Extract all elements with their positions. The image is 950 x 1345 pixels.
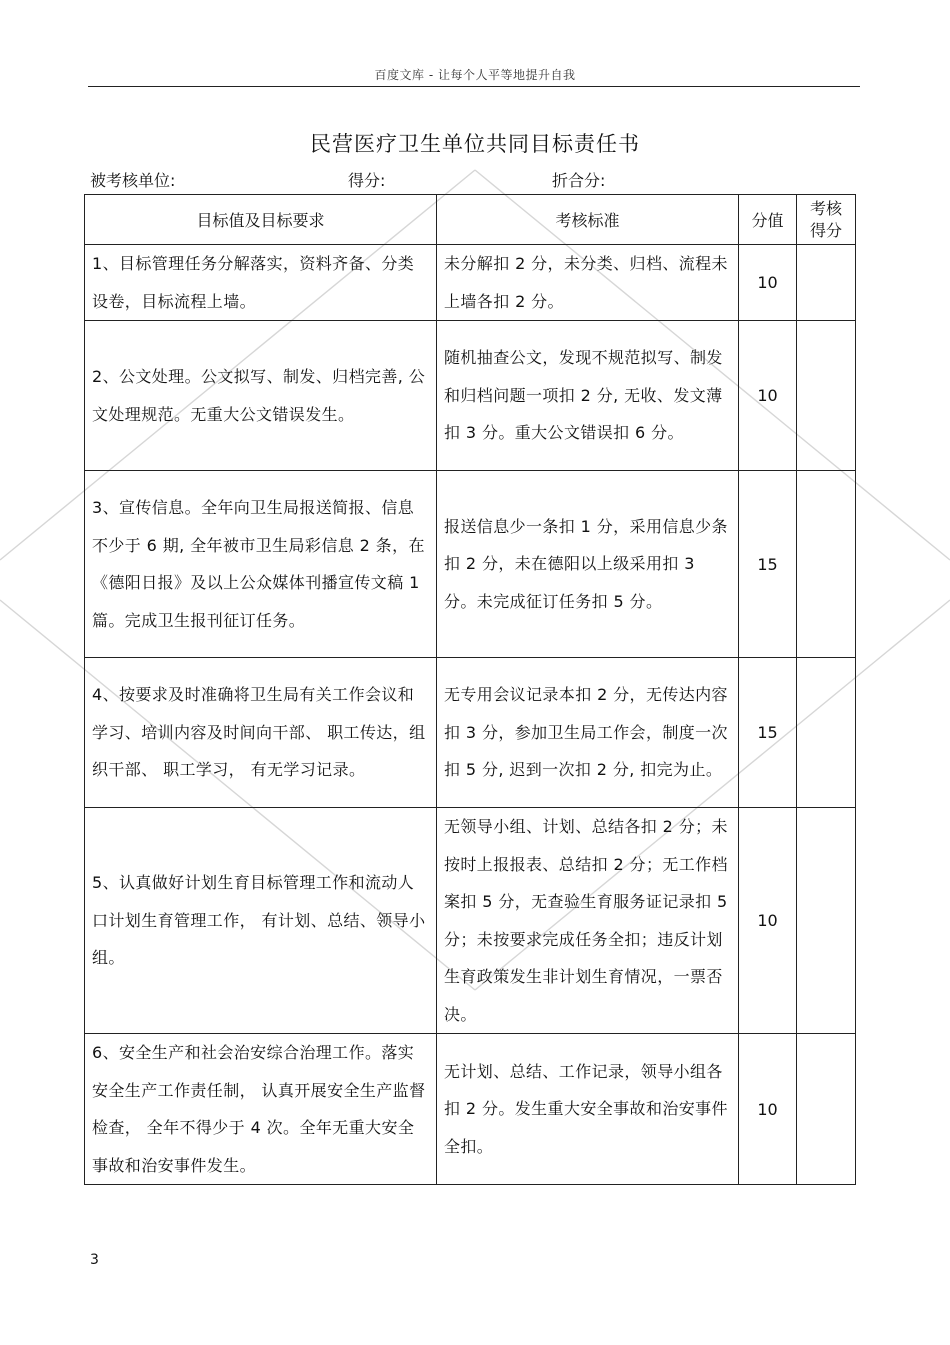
standard-cell: 无专用会议记录本扣 2 分，无传达内容扣 3 分，参加卫生局工作会，制度一次扣 5 分, 迟到一次扣 2 分, 扣完为止。 bbox=[437, 658, 739, 808]
unit-label: 被考核单位: bbox=[90, 171, 176, 190]
result-cell[interactable] bbox=[797, 658, 856, 808]
score-cell: 10 bbox=[739, 245, 797, 321]
header-result bbox=[797, 195, 856, 245]
result-cell[interactable] bbox=[797, 245, 856, 321]
standard-cell: 报送信息少一条扣 1 分，采用信息少条扣 2 分，未在德阳以上级采用扣 3 分。未完成征订任务扣 5 分。 bbox=[437, 471, 739, 658]
header-standard: 考核标准 bbox=[437, 195, 739, 245]
result-cell[interactable] bbox=[797, 808, 856, 1034]
requirement-cell: 6、安全生产和社会治安综合治理工作。落实安全生产工作责任制， 认真开展安全生产监督检查， 全年不得少于 4 次。全年无重大安全事故和治安事件发生。 bbox=[85, 1034, 437, 1185]
converted-score-label: 折合分: bbox=[552, 171, 606, 190]
table-row bbox=[85, 471, 856, 658]
page-number: 3 bbox=[90, 1252, 99, 1268]
score-cell: 15 bbox=[739, 658, 797, 808]
header-requirement: 目标值及目标要求 bbox=[85, 195, 437, 245]
requirement-cell: 3、宣传信息。全年向卫生局报送简报、信息不少于 6 期, 全年被市卫生局彩信息 2 条，在《德阳日报》及以上公众媒体刊播宣传文稿 1 篇。完成卫生报刊征订任务。 bbox=[85, 471, 437, 658]
result-cell[interactable] bbox=[797, 471, 856, 658]
requirement-cell: 2、公文处理。公文拟写、制发、归档完善, 公文处理规范。无重大公文错误发生。 bbox=[85, 321, 437, 471]
result-cell[interactable] bbox=[797, 321, 856, 471]
table-row bbox=[85, 808, 856, 1034]
document-title: 民营医疗卫生单位共同目标责任书 bbox=[310, 132, 640, 156]
requirement-cell: 4、按要求及时准确将卫生局有关工作会议和学习、培训内容及时间向干部、 职工传达，组织干部、 职工学习， 有无学习记录。 bbox=[85, 658, 437, 808]
table-row bbox=[85, 321, 856, 471]
requirement-cell: 1、目标管理任务分解落实，资料齐备、分类设卷，目标流程上墙。 bbox=[85, 245, 437, 321]
table-row bbox=[85, 245, 856, 321]
score-cell: 10 bbox=[739, 808, 797, 1034]
table-row bbox=[85, 1034, 856, 1185]
score-cell: 15 bbox=[739, 471, 797, 658]
table-header-row bbox=[85, 195, 856, 245]
score-label: 得分: bbox=[348, 171, 386, 190]
score-cell: 10 bbox=[739, 321, 797, 471]
header-score: 分值 bbox=[739, 195, 797, 245]
result-cell[interactable] bbox=[797, 1034, 856, 1185]
header-divider bbox=[88, 86, 860, 87]
requirement-cell: 5、认真做好计划生育目标管理工作和流动人口计划生育管理工作， 有计划、总结、领导小组。 bbox=[85, 808, 437, 1034]
score-cell: 10 bbox=[739, 1034, 797, 1185]
standard-cell: 无领导小组、计划、总结各扣 2 分；未按时上报报表、总结扣 2 分；无工作档案扣 5 分，无查验生育服务证记录扣 5 分；未按要求完成任务全扣；违反计划生育政策发生非计划生育情况，一票否决。 bbox=[437, 808, 739, 1034]
header-result-text: 考核得分 bbox=[809, 198, 842, 240]
standard-cell: 随机抽查公文，发现不规范拟写、制发和归档问题一项扣 2 分, 无收、发文薄扣 3 分。重大公文错误扣 6 分。 bbox=[437, 321, 739, 471]
standard-cell: 无计划、总结、工作记录，领导小组各扣 2 分。发生重大安全事故和治安事件全扣。 bbox=[437, 1034, 739, 1185]
standard-cell: 未分解扣 2 分，未分类、归档、流程未上墙各扣 2 分。 bbox=[437, 245, 739, 321]
page-header: 百度文库 - 让每个人平等地提升自我 bbox=[374, 68, 576, 82]
target-responsibility-table bbox=[84, 194, 856, 1185]
table-row bbox=[85, 658, 856, 808]
